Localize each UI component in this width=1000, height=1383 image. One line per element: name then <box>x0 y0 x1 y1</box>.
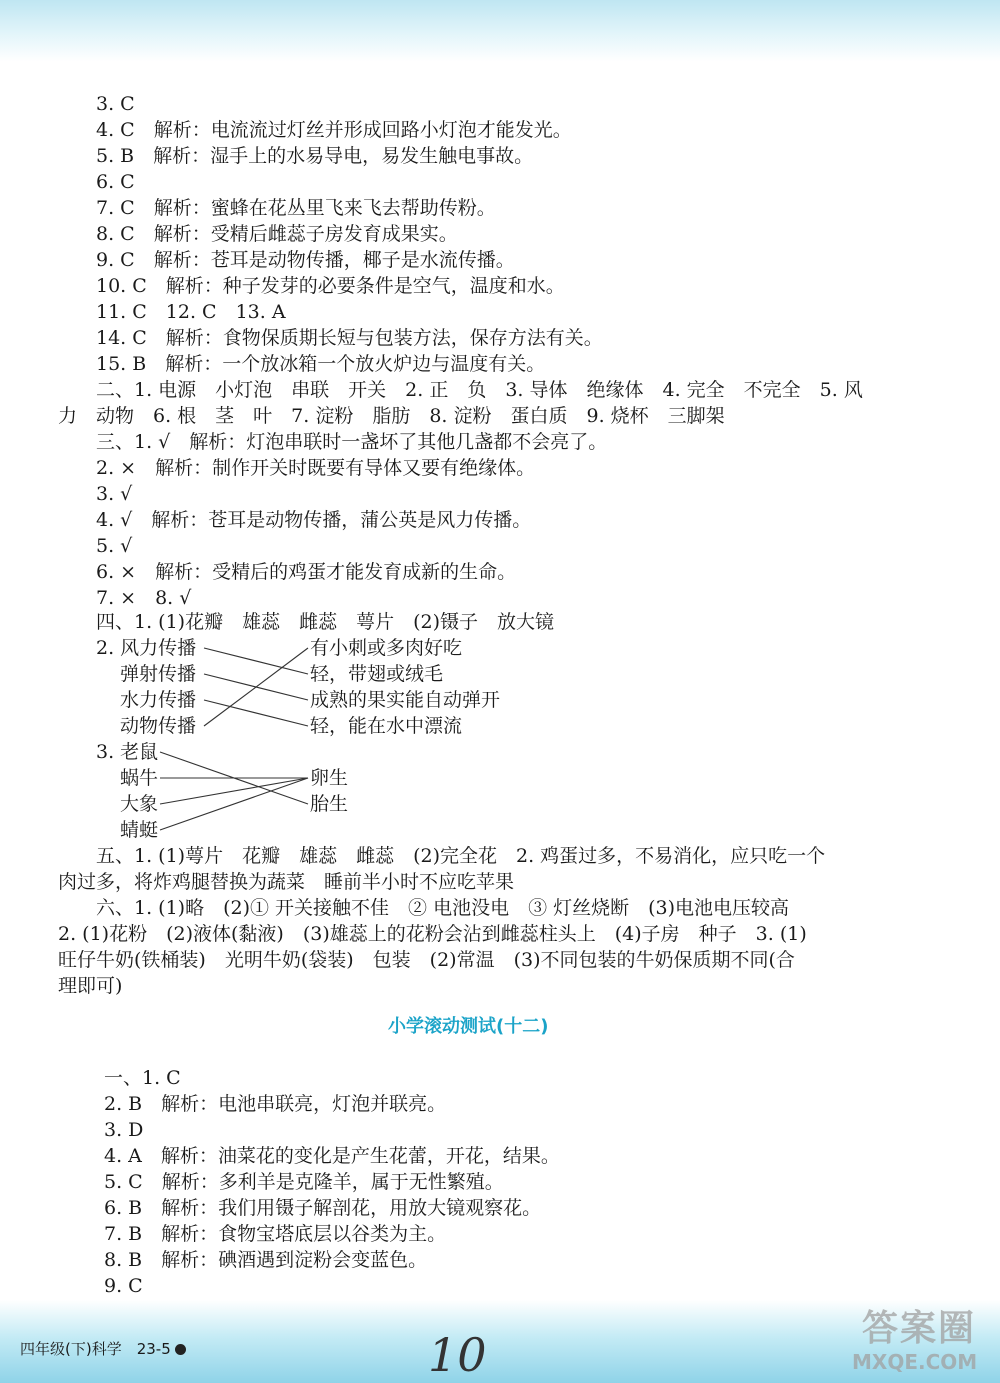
match-line <box>160 752 308 804</box>
answer-line: 2. × 解析：制作开关时既要有导体又要有绝缘体。 <box>96 457 536 479</box>
answer-line: 14. C 解析：食物保质期长短与包装方法，保存方法有关。 <box>96 327 603 349</box>
footer-label: 四年级(下)科学 23-5 <box>20 1340 171 1358</box>
match-left-item: 蜗牛 <box>120 767 159 789</box>
answer-line: 6. × 解析：受精后的鸡蛋才能发育成新的生命。 <box>96 561 517 583</box>
answer-line: 5. √ <box>96 535 133 557</box>
answer-line: 3. C <box>96 93 135 115</box>
answer-line: 3. √ <box>96 483 133 505</box>
answer-line: 8. B 解析：碘酒遇到淀粉会变蓝色。 <box>104 1249 428 1271</box>
section-title: 小学滚动测试(十二) <box>388 1016 549 1037</box>
match-left-item: 3. 老鼠 <box>96 741 159 763</box>
handwritten-page-number: 10 <box>428 1328 487 1382</box>
answer-line: 肉过多，将炸鸡腿替换为蔬菜 睡前半小时不应吃苹果 <box>58 871 515 893</box>
watermark-logo <box>852 1300 992 1380</box>
answer-line: 2. (1)花粉 (2)液体(黏液) (3)雄蕊上的花粉会沾到雌蕊柱头上 (4)子房 种子 3. (1) <box>58 923 807 945</box>
match-right-item: 胎生 <box>310 793 349 815</box>
answer-line: 一、1. C <box>104 1067 181 1089</box>
answer-line: 9. C <box>104 1275 143 1297</box>
match-left-item: 弹射传播 <box>120 663 197 685</box>
answer-line: 7. C 解析：蜜蜂在花丛里飞来飞去帮助传粉。 <box>96 197 496 219</box>
bullet-icon <box>175 1344 186 1355</box>
match-left-item: 大象 <box>120 793 159 815</box>
match-right-item: 轻，带翅或绒毛 <box>310 663 444 685</box>
answer-line: 7. B 解析：食物宝塔底层以谷类为主。 <box>104 1223 447 1245</box>
answer-line: 二、1. 电源 小灯泡 串联 开关 2. 正 负 3. 导体 绝缘体 4. 完全 不完全 5. 风 <box>96 379 863 401</box>
answer-line: 三、1. √ 解析：灯泡串联时一盏坏了其他几盏都不会亮了。 <box>96 431 608 453</box>
page-footer <box>20 1338 186 1359</box>
answer-line: 4. C 解析：电流流过灯丝并形成回路小灯泡才能发光。 <box>96 119 572 141</box>
answer-line: 15. B 解析：一个放冰箱一个放火炉边与温度有关。 <box>96 353 546 375</box>
answer-line: 11. C 12. C 13. A <box>96 301 286 323</box>
answer-line: 5. B 解析：湿手上的水易导电，易发生触电事故。 <box>96 145 534 167</box>
answer-line: 4. A 解析：油菜花的变化是产生花蕾，开花，结果。 <box>104 1145 560 1167</box>
answer-line: 六、1. (1)略 (2)① 开关接触不佳 ② 电池没电 ③ 灯丝烧断 (3)电池电压较高 <box>96 897 790 919</box>
match-left-item: 蜻蜓 <box>120 819 159 841</box>
match-left-item: 2. 风力传播 <box>96 637 197 659</box>
answer-line: 9. C 解析：苍耳是动物传播，椰子是水流传播。 <box>96 249 515 271</box>
answer-line: 2. B 解析：电池串联亮，灯泡并联亮。 <box>104 1093 447 1115</box>
answer-line: 10. C 解析：种子发芽的必要条件是空气，温度和水。 <box>96 275 565 297</box>
match-line <box>204 700 308 726</box>
match-left-item: 动物传播 <box>120 715 197 737</box>
watermark-bottom: MXQE.COM <box>852 1350 978 1374</box>
answer-line: 力 动物 6. 根 茎 叶 7. 淀粉 脂肪 8. 淀粉 蛋白质 9. 烧杯 三脚架 <box>58 405 725 427</box>
match-right-item: 轻，能在水中漂流 <box>310 715 463 737</box>
match-left-item: 水力传播 <box>120 689 197 711</box>
match-right-item: 卵生 <box>310 767 349 789</box>
match-line <box>160 778 308 830</box>
answer-line: 3. D <box>104 1119 144 1141</box>
answer-line: 5. C 解析：多利羊是克隆羊，属于无性繁殖。 <box>104 1171 504 1193</box>
match-line <box>204 648 308 726</box>
answer-line: 6. C <box>96 171 135 193</box>
watermark-top: 答案圈 <box>862 1308 977 1349</box>
answer-line: 4. √ 解析：苍耳是动物传播，蒲公英是风力传播。 <box>96 509 532 531</box>
answer-line: 理即可) <box>58 975 123 997</box>
answer-line: 6. B 解析：我们用镊子解剖花，用放大镜观察花。 <box>104 1197 542 1219</box>
answer-line: 四、1. (1)花瓣 雄蕊 雌蕊 萼片 (2)镊子 放大镜 <box>96 611 554 633</box>
match-line <box>204 674 308 700</box>
answer-line: 旺仔牛奶(铁桶装) 光明牛奶(袋装) 包装 (2)常温 (3)不同包装的牛奶保质期不同(合 <box>58 949 795 971</box>
answer-line: 五、1. (1)萼片 花瓣 雄蕊 雌蕊 (2)完全花 2. 鸡蛋过多，不易消化，应只吃一个 <box>96 845 826 867</box>
answer-line: 8. C 解析：受精后雌蕊子房发育成果实。 <box>96 223 458 245</box>
match-right-item: 成熟的果实能自动弹开 <box>310 689 501 711</box>
match-right-item: 有小刺或多肉好吃 <box>310 637 463 659</box>
match-line <box>204 648 308 674</box>
match-line <box>160 778 308 804</box>
answer-line: 7. × 8. √ <box>96 587 192 609</box>
top-decorative-band <box>0 0 1000 62</box>
